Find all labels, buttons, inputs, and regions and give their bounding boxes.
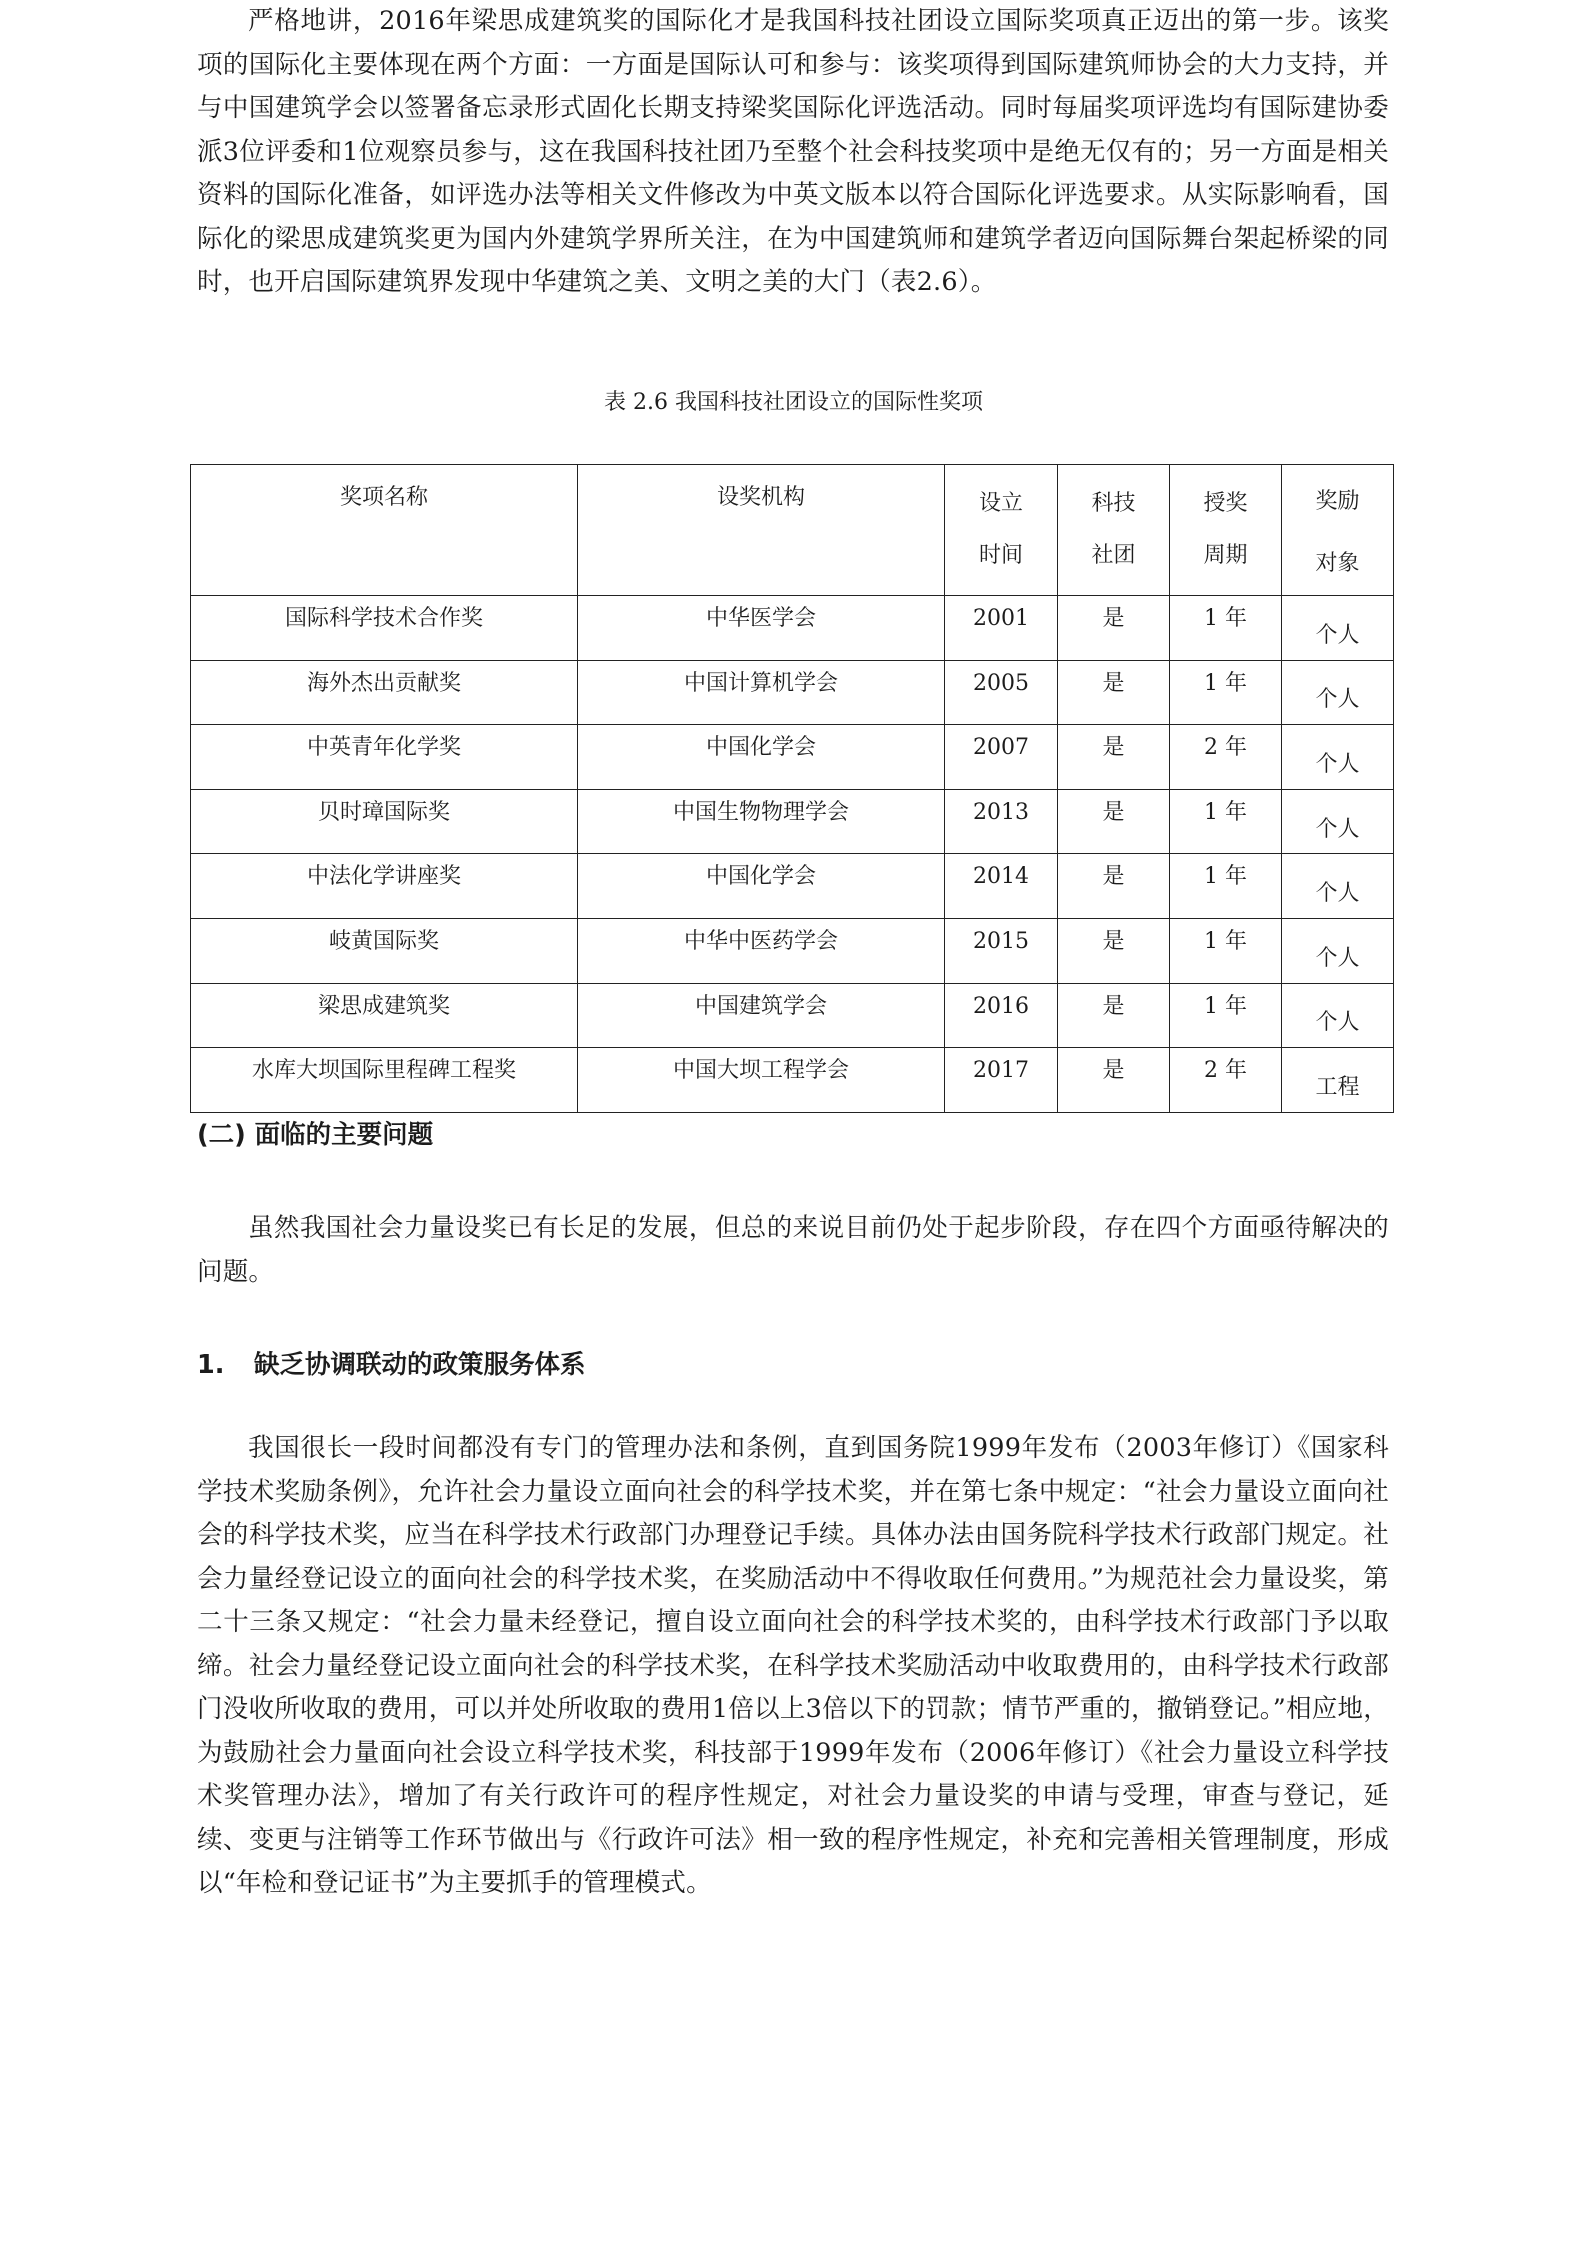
cell-award-name: 中英青年化学奖 <box>191 725 578 790</box>
cell-award-name: 国际科学技术合作奖 <box>191 596 578 661</box>
header-award-target <box>1282 465 1394 596</box>
cell-year: 2016 <box>945 983 1058 1048</box>
cell-organization: 中国建筑学会 <box>578 983 945 1048</box>
header-tech-society <box>1058 465 1170 596</box>
cell-organization: 中国计算机学会 <box>578 660 945 725</box>
header-award-target-line1: 奖励 <box>1315 489 1360 514</box>
cell-award-name: 梁思成建筑奖 <box>191 983 578 1048</box>
header-established-year <box>945 465 1058 596</box>
subsection-number: 1. <box>197 1350 225 1380</box>
cell-award-target: 个人 <box>1282 725 1394 790</box>
intro-paragraph: 严格地讲，2016年梁思成建筑奖的国际化才是我国科技社团设立国际奖项真正迈出的第一步。该奖项的国际化主要体现在两个方面：一方面是国际认可和参与：该奖项得到国际建筑师协会的大力支持，并与中国建筑学会以签署备忘录形式固化长期支持梁奖国际化评选活动。同时每届奖项评选均有国际建协委派3位评委和1位观察员参与，这在我国科技社团乃至整个社会科技奖项中是绝无仅有的；另一方面是相关资料的国际化准备，如评选办法等相关文件修改为中英文版本以符合国际化评选要求。从实际影响看，国际化的梁思成建筑奖更为国内外建筑学界所关注，在为中国建筑师和建筑学者迈向国际舞台架起桥梁的同时，也开启国际建筑界发现中华建筑之美、文明之美的大门（表2.6）。 <box>197 6 1389 297</box>
cell-award-target: 个人 <box>1282 983 1394 1048</box>
header-established-year-line1: 设立 <box>978 491 1023 516</box>
header-award-cycle-line2: 周期 <box>1203 543 1248 568</box>
cell-tech-society: 是 <box>1058 918 1170 983</box>
table-header-row <box>191 465 1394 596</box>
cell-award-cycle: 1 年 <box>1170 983 1282 1048</box>
header-established-year-line2: 时间 <box>978 543 1023 568</box>
cell-organization: 中国生物物理学会 <box>578 789 945 854</box>
cell-award-cycle: 1 年 <box>1170 918 1282 983</box>
cell-tech-society: 是 <box>1058 1048 1170 1113</box>
cell-tech-society: 是 <box>1058 983 1170 1048</box>
table-row <box>191 854 1394 919</box>
header-award-cycle <box>1170 465 1282 596</box>
cell-award-cycle: 1 年 <box>1170 596 1282 661</box>
table-row <box>191 596 1394 661</box>
cell-year: 2001 <box>945 596 1058 661</box>
cell-award-name: 岐黄国际奖 <box>191 918 578 983</box>
cell-organization: 中国大坝工程学会 <box>578 1048 945 1113</box>
cell-year: 2013 <box>945 789 1058 854</box>
subsection-heading-policy-system <box>197 1345 586 1385</box>
table-row <box>191 1048 1394 1113</box>
cell-tech-society: 是 <box>1058 789 1170 854</box>
cell-year: 2017 <box>945 1048 1058 1113</box>
header-tech-society-line1: 科技 <box>1091 491 1136 516</box>
cell-award-name: 贝时璋国际奖 <box>191 789 578 854</box>
table-row <box>191 725 1394 790</box>
problems-paragraph: 虽然我国社会力量设奖已有长足的发展，但总的来说目前仍处于起步阶段，存在四个方面亟待解决的问题。 <box>197 1213 1389 1287</box>
cell-year: 2014 <box>945 854 1058 919</box>
cell-organization: 中华医学会 <box>578 596 945 661</box>
cell-award-target: 工程 <box>1282 1048 1394 1113</box>
table-row <box>191 983 1394 1048</box>
cell-award-cycle: 2 年 <box>1170 725 1282 790</box>
cell-tech-society: 是 <box>1058 725 1170 790</box>
cell-award-name: 水库大坝国际里程碑工程奖 <box>191 1048 578 1113</box>
cell-award-cycle: 1 年 <box>1170 660 1282 725</box>
cell-tech-society: 是 <box>1058 596 1170 661</box>
cell-award-cycle: 1 年 <box>1170 789 1282 854</box>
header-tech-society-line2: 社团 <box>1091 543 1136 568</box>
cell-organization: 中国化学会 <box>578 725 945 790</box>
table-row <box>191 918 1394 983</box>
cell-tech-society: 是 <box>1058 660 1170 725</box>
cell-award-target: 个人 <box>1282 789 1394 854</box>
table-row <box>191 789 1394 854</box>
cell-organization: 中华中医药学会 <box>578 918 945 983</box>
cell-award-cycle: 1 年 <box>1170 854 1282 919</box>
cell-award-name: 海外杰出贡献奖 <box>191 660 578 725</box>
header-award-cycle-line1: 授奖 <box>1203 491 1248 516</box>
cell-award-target: 个人 <box>1282 918 1394 983</box>
cell-award-cycle: 2 年 <box>1170 1048 1282 1113</box>
cell-award-target: 个人 <box>1282 596 1394 661</box>
cell-year: 2005 <box>945 660 1058 725</box>
policy-paragraph: 我国很长一段时间都没有专门的管理办法和条例，直到国务院1999年发布（2003年修订）《国家科学技术奖励条例》，允许社会力量设立面向社会的科学技术奖，并在第七条中规定：“社会力量设立面向社会的科学技术奖，应当在科学技术行政部门办理登记手续。具体办法由国务院科学技术行政部门规定。社会力量经登记设立的面向社会的科学技术奖，在奖励活动中不得收取任何费用。”为规范社会力量设奖，第二十三条又规定：“社会力量未经登记，擅自设立面向社会的科学技术奖的，由科学技术行政部门予以取缔。社会力量经登记设立面向社会的科学技术奖，在科学技术奖励活动中收取费用的，由科学技术行政部门没收所收取的费用，可以并处所收取的费用1倍以上3倍以下的罚款；情节严重的，撤销登记。”相应地，为鼓励社会力量面向社会设立科学技术奖，科技部于1999年发布（2006年修订）《社会力量设立科学技术奖管理办法》，增加了有关行政许可的程序性规定，对社会力量设奖的申请与受理，审查与登记，延续、变更与注销等工作环节做出与《行政许可法》相一致的程序性规定，补充和完善相关管理制度，形成以“年检和登记证书”为主要抓手的管理模式。 <box>197 1433 1389 1898</box>
cell-tech-society: 是 <box>1058 854 1170 919</box>
cell-year: 2015 <box>945 918 1058 983</box>
header-award-name: 奖项名称 <box>191 465 578 596</box>
table-caption: 表 2.6 我国科技社团设立的国际性奖项 <box>604 390 983 415</box>
header-award-target-line2: 对象 <box>1315 551 1360 576</box>
subsection-title: 缺乏协调联动的政策服务体系 <box>254 1350 586 1380</box>
cell-award-target: 个人 <box>1282 660 1394 725</box>
table-row <box>191 660 1394 725</box>
cell-award-name: 中法化学讲座奖 <box>191 854 578 919</box>
section-heading-main-problems: (二) 面临的主要问题 <box>197 1120 434 1150</box>
cell-award-target: 个人 <box>1282 854 1394 919</box>
awards-table <box>190 464 1394 1113</box>
cell-year: 2007 <box>945 725 1058 790</box>
header-organization: 设奖机构 <box>578 465 945 596</box>
cell-organization: 中国化学会 <box>578 854 945 919</box>
